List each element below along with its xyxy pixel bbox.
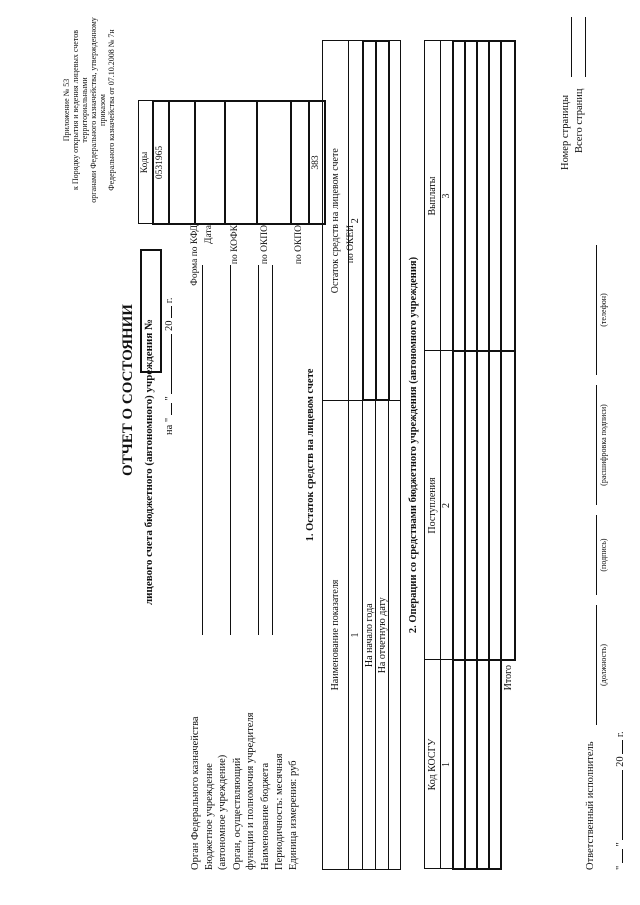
total-pages-line[interactable] [585,17,586,77]
appendix-line-3: органами Федерального казначейства, утвержденному приказом [89,17,107,203]
section1-table [322,40,401,870]
s1-num-1: 1 [349,401,363,870]
s2-row-1-income[interactable] [453,351,465,660]
appendix-line-4: Федерального казначейства от 07.10.2008 № 7н [107,29,116,191]
s2-row-3-payments[interactable] [477,41,489,351]
sig-date-month[interactable] [622,770,623,840]
sig-date-quote-1: " [615,865,626,870]
decode-caption: (расшифровка подписи) [599,404,608,486]
s2-total-payments[interactable] [501,41,515,351]
s2-col-kosgu: Код КОСГУ [425,660,441,869]
s2-row-3-kosgu[interactable] [477,660,489,869]
date-prefix: на " [164,417,175,435]
codes-header: Коды [139,101,153,224]
signature-date [615,731,627,870]
s2-num-1: 1 [441,660,454,869]
field-institution-line[interactable] [230,265,231,635]
date-quote: " [164,396,175,401]
field-budget-line[interactable] [272,265,273,635]
s2-row-4-kosgu[interactable] [489,660,501,869]
field-budget: Наименование бюджета [260,762,271,870]
s1-col-balance: Остаток средств на лицевом счете [323,41,349,401]
s2-total-income[interactable] [501,351,515,660]
report-title: ОТЧЕТ О СОСТОЯНИИ [120,304,136,476]
decode-line[interactable] [596,385,597,505]
s1-row-empty-value [389,41,401,401]
field-founder-note: функции и полномочия учредителя [245,712,256,870]
s2-col-payments: Выплаты [425,41,441,351]
code-date-value[interactable] [169,101,195,224]
total-pages-label: Всего страниц [574,88,585,153]
s1-row-report: На отчетную дату [376,401,389,870]
appendix-note [62,5,116,215]
s2-row-2-payments[interactable] [465,41,477,351]
field-treasury: Орган Федерального казначейства [190,716,201,870]
code-label-okpo-2: по ОКПО [294,225,304,265]
executor-label: Ответственный исполнитель [585,741,596,870]
s2-row-3-income[interactable] [477,351,489,660]
date-year-field[interactable] [171,306,172,318]
sig-date-year[interactable] [622,740,623,754]
sign-caption: (подпись) [599,538,608,572]
sig-date-day[interactable] [622,849,623,863]
position-caption: (должность) [599,644,608,686]
report-date [164,298,176,436]
s2-row-1-payments[interactable] [453,41,465,351]
date-suffix: г. [164,297,175,304]
date-year-prefix: 20 [164,320,175,331]
code-form-value: 0531965 [153,101,169,224]
account-number-box[interactable] [140,249,162,373]
s1-row-report-value[interactable] [376,41,389,401]
s2-row-2-income[interactable] [465,351,477,660]
sign-line[interactable] [596,515,597,595]
code-okpo-2-value[interactable] [257,101,291,224]
s1-row-start: На начало года [363,401,376,870]
phone-line[interactable] [596,245,597,375]
section2-table [424,40,516,870]
s2-row-4-payments[interactable] [489,41,501,351]
s2-total-label: Итого [503,665,514,691]
s1-num-2: 2 [349,41,363,401]
date-day-field[interactable] [171,403,172,415]
s2-row-2-kosgu[interactable] [465,660,477,869]
s2-row-1-kosgu[interactable] [453,660,465,869]
field-founder-line[interactable] [258,265,259,635]
s2-col-income: Поступления [425,351,441,660]
date-month-field[interactable] [171,334,172,394]
appendix-line-1: Приложение № 53 [62,78,71,142]
codes-table [138,100,326,225]
code-empty-value[interactable] [291,101,309,224]
code-okei-value: 383 [309,101,325,224]
code-label-okei: по ОКЕИ [346,225,356,264]
field-periodicity: Периодичность: месячная [274,753,285,870]
code-label-form: Форма по КФД [190,225,200,286]
appendix-line-2: к Порядку открытия и ведения лицевых счетов территориальными [71,30,89,191]
section1-title: 1. Остаток средств на лицевом счете [305,368,316,542]
field-institution: Бюджетное учреждение [204,763,215,870]
sig-date-quote-2: " [615,842,626,847]
field-institution-note: (автономное учреждение) [217,754,228,870]
s2-num-3: 3 [441,41,454,351]
position-line[interactable] [596,605,597,725]
sig-date-suffix: г. [615,731,626,738]
code-label-date: Дата [204,225,214,244]
s1-row-empty [389,401,401,870]
s1-row-start-value[interactable] [363,41,376,401]
s2-num-2: 2 [441,351,454,660]
report-subtitle-text: лицевого счета бюджетного (автономного) учреждения № [143,318,155,605]
page-number-label: Номер страницы [560,94,571,170]
s1-col-indicator: Наименование показателя [323,401,349,870]
phone-caption: (телефон) [599,293,608,327]
code-label-okpo-1: по ОКПО [260,225,270,265]
code-okpo-1-value[interactable] [225,101,257,224]
section2-title: 2. Операции со средствами бюджетного учреждения (автономного учреждения) [408,256,419,634]
code-kofk-value[interactable] [195,101,225,224]
field-unit: Единица измерения: руб [288,760,299,870]
field-treasury-line[interactable] [202,265,203,635]
field-founder: Орган, осуществляющий [232,757,243,870]
page-number-line[interactable] [571,17,572,77]
sig-date-year-prefix: 20 [615,756,626,767]
code-label-kofk: по КОФК [230,225,240,265]
s2-row-4-income[interactable] [489,351,501,660]
